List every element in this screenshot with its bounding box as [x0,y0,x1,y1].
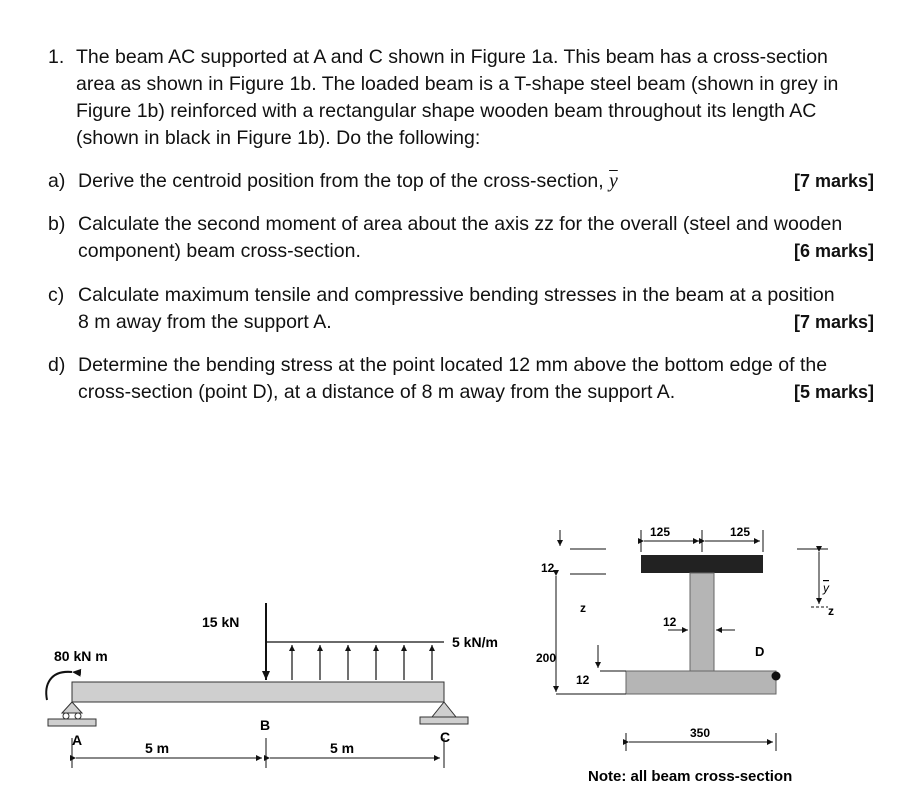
part-c-line: 8 m away from the support A. [78,311,332,333]
point-d-label: D [755,644,765,659]
part-d-line: cross-section (point D), at a distance of 8 m away from the support A. [78,381,676,403]
ybar-symbol: $\overline{y}$ [609,171,618,192]
ybar-label: y [823,581,829,595]
part-b-line: component) beam cross-section. [78,240,361,262]
question-number: 1. [48,46,65,68]
question-line: The beam AC supported at A and C shown in Figure 1a. This beam has a cross-section [76,46,828,68]
question-line: area as shown in Figure 1b. The loaded beam is a T-shape steel beam (shown in grey in [76,73,839,95]
dim-200: 200 [536,651,557,665]
udl-label: 5 kN/m [452,634,498,650]
axis-z-left: z [580,601,586,615]
axis-z-right: z [828,604,834,618]
figure-note: Note: all beam cross-section [588,768,793,785]
dim-12-web: 12 [663,615,677,629]
part-letter: c) [48,284,65,306]
dim-top-right: 125 [730,525,751,539]
part-letter: d) [48,354,66,376]
span-ab-label: 5 m [145,740,170,756]
dim-12-bottom: 12 [576,673,590,687]
steel-web [690,573,714,671]
part-letter: a) [48,170,66,192]
part-d-marks: [5 marks] [793,382,874,402]
point-c-label: C [440,729,451,745]
dim-12-top: 12 [541,561,555,575]
span-bc-label: 5 m [330,740,355,756]
dim-top-left: 125 [650,525,671,539]
question-line: Figure 1b) reinforced with a rectangular shape wooden beam throughout its length AC [76,100,817,122]
left-dimensions [556,530,626,694]
part-a-marks: [7 marks] [793,171,874,191]
dim-350: 350 [690,726,711,740]
steel-flange [626,671,776,694]
part-b-marks: [6 marks] [793,241,874,261]
part-c-marks: [7 marks] [793,312,874,332]
question-line: (shown in black in Figure 1b). Do the following: [76,127,481,149]
part-d-line: Determine the bending stress at the point located 12 mm above the bottom edge of the [78,354,828,376]
part-c-line: Calculate maximum tensile and compressive bending stresses in the beam at a position [78,284,835,306]
ybar-dimension [797,549,828,607]
wooden-plate [641,555,763,573]
part-letter: b) [48,213,66,235]
part-b-line: Calculate the second moment of area about the axis zz for the overall (steel and wooden [78,213,843,235]
point-d-marker [772,672,781,681]
point-load-label: 15 kN [202,614,240,630]
moment-label: 80 kN m [54,648,108,664]
point-a-label: A [72,732,83,748]
part-a-text: Derive the centroid position from the top of the cross-section, [78,170,610,192]
point-b-label: B [260,717,271,733]
